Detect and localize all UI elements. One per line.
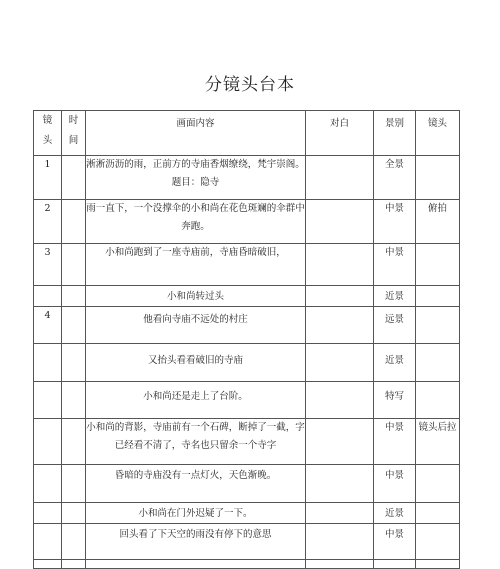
header-time-char1: 时 <box>68 115 79 126</box>
header-row <box>34 111 460 156</box>
scene-size: 中景 <box>374 200 416 244</box>
camera-move <box>416 307 460 344</box>
scene-size: 远景 <box>374 307 416 344</box>
camera-move <box>416 286 460 307</box>
scene-size: 近景 <box>374 503 416 524</box>
header-camera: 镜头 <box>416 111 460 156</box>
header-time-char2: 间 <box>68 135 79 146</box>
scene-size: 全景 <box>374 156 416 200</box>
scene-size: 近景 <box>374 286 416 307</box>
scene-size: 中景 <box>374 419 416 465</box>
table-row <box>34 307 460 344</box>
scene-content: 回头看了下天空的雨没有停下的意思 <box>86 524 306 560</box>
time-cell <box>62 244 86 286</box>
dialogue-cell <box>306 465 374 503</box>
page-title: 分镜头台本 <box>205 75 295 95</box>
camera-move <box>416 524 460 560</box>
dialogue-cell <box>306 503 374 524</box>
scene-content: 小和尚的背影，寺庙前有一个石碑，断掉了一截，字已经看不清了，寺名也只留余一个寺字 <box>86 419 306 465</box>
dialogue-cell <box>306 307 374 344</box>
time-cell <box>62 156 86 200</box>
header-scene: 景别 <box>374 111 416 156</box>
dialogue-cell <box>306 200 374 244</box>
table-row <box>34 524 460 560</box>
dialogue-cell <box>306 560 374 569</box>
scene-content <box>86 560 306 569</box>
dialogue-cell <box>306 286 374 307</box>
scene-content: 小和尚还是走上了台阶。 <box>86 382 306 419</box>
time-cell <box>62 307 86 344</box>
table-row <box>34 200 460 244</box>
time-cell <box>62 560 86 569</box>
dialogue-cell <box>306 156 374 200</box>
shot-number <box>34 344 62 382</box>
time-cell <box>62 382 86 419</box>
shot-number <box>34 286 62 307</box>
table-row <box>34 503 460 524</box>
table-row <box>34 244 460 286</box>
time-cell <box>62 344 86 382</box>
header-time <box>62 111 86 156</box>
shot-number: 3 <box>34 244 62 286</box>
time-cell <box>62 524 86 560</box>
camera-move: 镜头后拉 <box>416 419 460 465</box>
time-cell <box>62 419 86 465</box>
scene-size: 特写 <box>374 382 416 419</box>
dialogue-cell <box>306 344 374 382</box>
time-cell <box>62 286 86 307</box>
header-shot <box>34 111 62 156</box>
camera-move <box>416 465 460 503</box>
camera-move <box>416 382 460 419</box>
shot-number <box>34 465 62 503</box>
time-cell <box>62 503 86 524</box>
scene-size: 中景 <box>374 244 416 286</box>
dialogue-cell <box>306 244 374 286</box>
time-cell <box>62 465 86 503</box>
scene-content: 小和尚在门外迟疑了一下。 <box>86 503 306 524</box>
scene-content: 淅淅沥沥的雨，正前方的寺庙香烟缭绕，梵宇崇阁。题目：隐寺 <box>86 156 306 200</box>
shot-number: 2 <box>34 200 62 244</box>
time-cell <box>62 200 86 244</box>
scene-content: 小和尚跑到了一座寺庙前，寺庙昏暗破旧， <box>86 244 306 286</box>
header-shot-char1: 镜 <box>42 115 53 126</box>
storyboard-table <box>33 110 460 569</box>
scene-content: 又抬头看看破旧的寺庙 <box>86 344 306 382</box>
header-dialogue: 对白 <box>306 111 374 156</box>
scene-size <box>374 560 416 569</box>
table-row <box>34 465 460 503</box>
table-row <box>34 344 460 382</box>
table-row <box>34 419 460 465</box>
dialogue-cell <box>306 524 374 560</box>
header-content: 画面内容 <box>86 111 306 156</box>
scene-content: 雨一直下，一个没撑伞的小和尚在花色斑斓的伞群中奔跑。 <box>86 200 306 244</box>
shot-number <box>34 560 62 569</box>
shot-number <box>34 503 62 524</box>
scene-content: 昏暗的寺庙没有一点灯火，天色渐晚。 <box>86 465 306 503</box>
camera-move <box>416 156 460 200</box>
table-row <box>34 560 460 569</box>
shot-number: 4 <box>34 307 62 344</box>
table-row <box>34 286 460 307</box>
scene-content: 小和尚转过头 <box>86 286 306 307</box>
shot-number: 1 <box>34 156 62 200</box>
scene-content: 他看向寺庙不远处的村庄 <box>86 307 306 344</box>
scene-size: 近景 <box>374 344 416 382</box>
table-row <box>34 156 460 200</box>
scene-size: 中景 <box>374 524 416 560</box>
camera-move <box>416 560 460 569</box>
table-row <box>34 382 460 419</box>
camera-move <box>416 344 460 382</box>
shot-number <box>34 382 62 419</box>
header-shot-char2: 头 <box>42 135 53 146</box>
scene-size: 中景 <box>374 465 416 503</box>
camera-move <box>416 244 460 286</box>
shot-number <box>34 524 62 560</box>
camera-move <box>416 503 460 524</box>
dialogue-cell <box>306 419 374 465</box>
camera-move: 俯拍 <box>416 200 460 244</box>
dialogue-cell <box>306 382 374 419</box>
shot-number <box>34 419 62 465</box>
